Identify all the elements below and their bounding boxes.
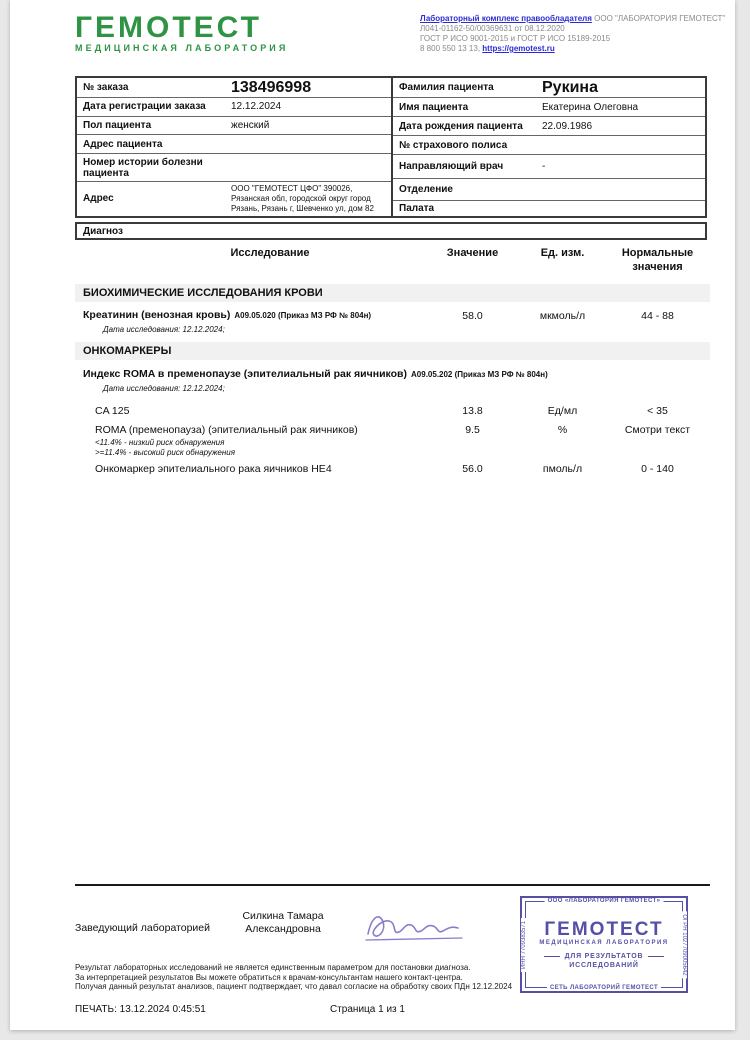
order-label: № заказа [83, 81, 129, 93]
lab-stamp [520, 896, 688, 993]
test-unit: мкмоль/л [539, 309, 586, 322]
lab-head-name: Силкина Тамара Александровна [242, 910, 324, 935]
stamp-network-label: СЕТЬ ЛАБОРАТОРИЙ ГЕМОТЕСТ [547, 985, 661, 991]
stamp-ogrn: ОГРН 1027709005642 [681, 911, 687, 978]
patient-birthdate-row: Дата рождения пациента 22.09.1986 [393, 116, 705, 135]
test-norm: 44 - 88 [641, 309, 674, 322]
lab-address-value: ООО "ГЕМОТЕСТ ЦФО" 390026, Рязанская обл, городской округ город Рязань, Рязань г, Шевченко ул, дом 82 [231, 183, 374, 213]
stamp-brand-subtitle: МЕДИЦИНСКАЯ ЛАБОРАТОРИЯ [539, 940, 669, 946]
website-link[interactable]: https://gemotest.ru [482, 44, 555, 53]
test-value: 58.0 [462, 309, 483, 322]
footer-divider [75, 884, 710, 886]
test-unit: % [557, 424, 568, 436]
patient-birthdate-value: 22.09.1986 [542, 120, 593, 132]
ward-row: Палата [393, 200, 705, 216]
low-risk-note: <11.4% - низкий риск обнаружения [95, 438, 225, 447]
high-risk-note: >=11.4% - высокий риск обнаружения [95, 448, 236, 457]
patient-sex-row: Пол пациента женский [77, 116, 391, 135]
disclaimer-line-2: За интерпретацией результатов Вы можете обратиться к врачам-консультантам нашего контакт-центра. [75, 972, 463, 982]
test-row-roma [75, 422, 710, 438]
order-info-table [75, 76, 707, 218]
test-code: А09.05.020 (Приказ МЗ РФ № 804н) [234, 311, 372, 320]
stamp-company-name: ООО «ЛАБОРАТОРИЯ ГЕМОТЕСТ» [545, 898, 664, 904]
stamp-center [526, 902, 682, 987]
dash-decoration [544, 956, 560, 957]
patient-sex-value: женский [231, 120, 270, 132]
patient-surname-row: Фамилия пациента Рукина [393, 78, 705, 97]
referring-doctor-row: Направляющий врач - [393, 154, 705, 178]
test-row-ca125 [75, 403, 710, 419]
license-line-3: ГОСТ Р ИСО 9001-2015 и ГОСТ Р ИСО 15189-2015 [420, 34, 611, 43]
disclaimer-line-1: Результат лабораторных исследований не является единственным параметром для постановки диагноза. [75, 963, 471, 972]
order-date-value: 12.12.2024 [231, 101, 282, 113]
test-norm: Смотри текст [624, 424, 691, 436]
stamp-purpose-line2: ИССЛЕДОВАНИЙ [569, 962, 639, 969]
disclaimer [75, 963, 535, 992]
test-row-roma-panel [75, 366, 710, 383]
phone-number: 8 800 550 13 13, [420, 44, 483, 53]
test-name: CA 125 [95, 405, 130, 417]
column-header-unit: Ед. изм. [540, 247, 585, 259]
test-unit: пмоль/л [542, 463, 583, 475]
stamp-brand: ГЕМОТЕСТ [544, 919, 664, 940]
department-row: Отделение [393, 178, 705, 200]
license-line-4 [420, 44, 735, 54]
test-norm: 0 - 140 [641, 463, 674, 475]
test-value: 9.5 [465, 424, 480, 436]
test-value: 13.8 [462, 405, 483, 417]
diagnosis-label: Диагноз [83, 225, 123, 237]
disclaimer-line-3: Получая данный результат анализов, пациент подтверждает, что давал согласие на обработку своих ПДн 12.12.2024 [75, 982, 513, 991]
page-indicator: Страница 1 из 1 [330, 1004, 405, 1015]
referring-doctor-value: - [542, 161, 546, 172]
patient-name-value: Екатерина Олеговна [542, 101, 639, 113]
license-line-2: Л041-01162-50/00369631 от 08.12.2020 [420, 24, 565, 33]
column-header-norm: Нормальные значения [621, 247, 694, 273]
license-line-1 [420, 14, 735, 24]
dash-decoration [648, 956, 664, 957]
test-name: ROMA (пременопауза) (эпителиальный рак яичников) [95, 424, 358, 436]
test-row-he4 [75, 461, 710, 477]
license-holder-link[interactable]: Лабораторный комплекс правообладателя [420, 14, 592, 23]
test-row-creatinine [75, 307, 710, 324]
lab-head-title: Заведующий лабораторией [75, 922, 210, 934]
stamp-inn: ИНН 7709383571 [521, 917, 527, 971]
test-value: 56.0 [462, 463, 483, 475]
order-number-value: 138496998 [231, 78, 312, 96]
order-info-left [77, 78, 391, 216]
column-header-value: Значение [446, 247, 499, 259]
results-table [75, 246, 710, 477]
study-date-note: Дата исследования: 12.12.2024; [103, 384, 225, 393]
patient-address-row: Адрес пациента [77, 134, 391, 153]
section-header-biochemistry: БИОХИМИЧЕСКИЕ ИССЛЕДОВАНИЯ КРОВИ [75, 284, 710, 302]
order-number-row [77, 78, 391, 97]
patient-name-row: Имя пациента Екатерина Олеговна [393, 97, 705, 116]
case-history-row: Номер истории болезни пациента [77, 153, 391, 181]
license-info [420, 14, 735, 54]
insurance-row: № страхового полиса [393, 135, 705, 154]
test-unit: Ед/мл [547, 405, 578, 417]
test-norm: < 35 [647, 405, 668, 417]
patient-surname-value: Рукина [542, 79, 598, 96]
test-name: Индекс ROMA в пременопаузе (эпителиальный рак яичников) [83, 368, 408, 380]
logo-subtitle: МЕДИЦИНСКАЯ ЛАБОРАТОРИЯ [75, 43, 289, 53]
license-holder-name: ООО "ЛАБОРАТОРИЯ ГЕМОТЕСТ" [591, 14, 726, 23]
column-header-test: Исследование [230, 247, 310, 259]
test-name: Креатинин (венозная кровь) [83, 309, 231, 321]
print-timestamp: ПЕЧАТЬ: 13.12.2024 0:45:51 [75, 1004, 206, 1015]
diagnosis-box [75, 222, 707, 240]
section-header-oncomarkers: ОНКОМАРКЕРЫ [75, 342, 710, 360]
order-date-row: Дата регистрации заказа 12.12.2024 [77, 97, 391, 116]
study-date-note: Дата исследования: 12.12.2024; [103, 325, 225, 334]
stamp-purpose-line1: ДЛЯ РЕЗУЛЬТАТОВ [564, 953, 644, 960]
test-name: Онкомаркер эпителиального рака яичников HE4 [95, 463, 332, 475]
signature [358, 906, 470, 950]
report-paper [10, 0, 735, 1030]
order-info-right [391, 78, 705, 216]
results-header-row [75, 246, 710, 274]
stamp-frame [521, 898, 687, 991]
lab-address-row: Адрес ООО "ГЕМОТЕСТ ЦФО" 390026, Рязанская обл, городской округ город Рязань, Рязань г, Шевченко ул, дом 82 [77, 181, 391, 216]
test-code: А09.05.202 (Приказ МЗ РФ № 804н) [411, 370, 548, 379]
gemotest-logo [75, 11, 289, 53]
logo-title: ГЕМОТЕСТ [75, 11, 262, 44]
signature-underline [366, 938, 462, 940]
